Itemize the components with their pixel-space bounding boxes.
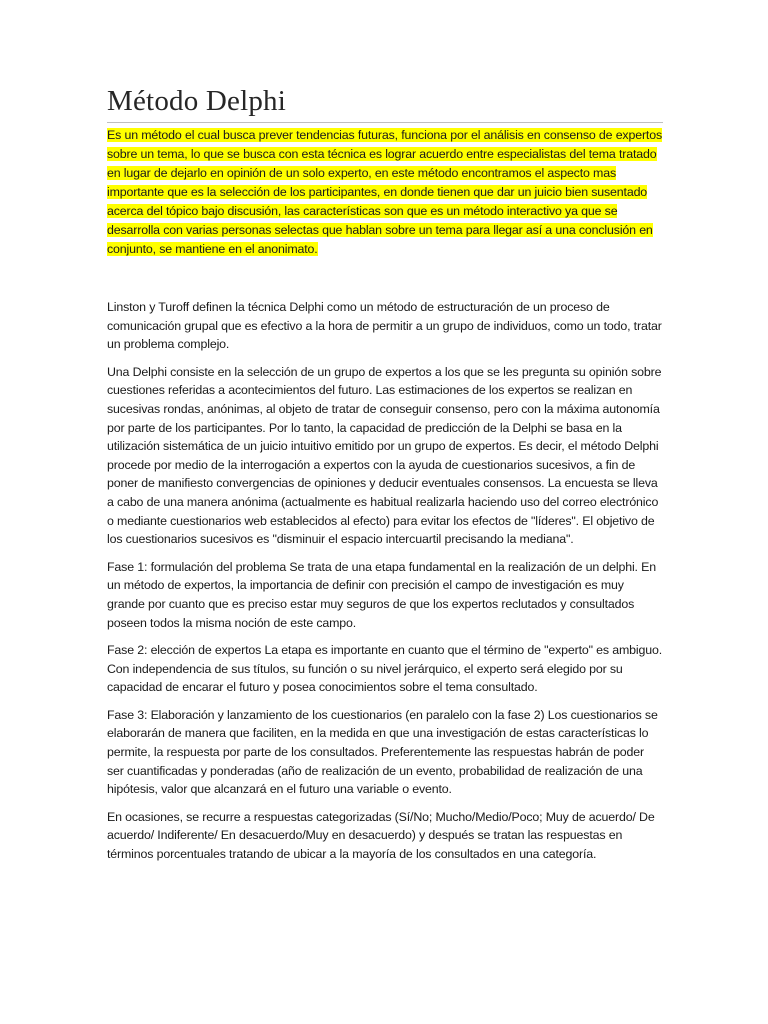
paragraph-fase-1: Fase 1: formulación del problema Se trata de una etapa fundamental en la realización de un delphi. En un método de expertos, la importancia de definir con precisión el campo de investigación es muy grande por cuanto que es preciso estar muy seguros de que los expertos reclutados y consultados poseen todos la misma noción de este campo. <box>107 559 656 630</box>
paragraph-linston-turoff: Linston y Turoff definen la técnica Delphi como un método de estructuración de un proceso de comunicación grupal que es efectivo a la hora de permitir a un grupo de individuos, como un todo, tratar un problema complejo. <box>107 300 662 352</box>
document-title: Método Delphi <box>107 86 663 123</box>
highlighted-intro-paragraph <box>107 126 663 259</box>
highlighted-intro-text: Es un método el cual busca prever tendencias futuras, funciona por el análisis en consenso de expertos sobre un tema, lo que se busca con esta técnica es lograr acuerdo entre especialistas del tema tratado en lugar de dejarlo en opinión de un solo experto, en este método encontramos el aspecto mas importante que es la selección de los participantes, en donde tienen que dar un juicio bien susentado acerca del tópico bajo discusión, las características son que es un método interactivo ya que se desarrolla con varias personas selectas que hablan sobre un tema para llegar así a una conclusión en conjunto, se mantiene en el anonimato. <box>107 128 663 256</box>
paragraph-fase-2: Fase 2: elección de expertos La etapa es importante en cuanto que el término de "experto" es ambiguo. Con independencia de sus títulos, su función o su nivel jerárquico, el experto será elegido por su capacidad de encarar el futuro y posea conocimientos sobre el tema consultado. <box>107 643 663 695</box>
paragraph-fase-3: Fase 3: Elaboración y lanzamiento de los cuestionarios (en paralelo con la fase 2) Los cuestionarios se elaborarán de manera que faciliten, en la medida en que una investigación de estas características lo permite, la respuesta por parte de los consultados. Preferentemente las respuestas habrán de poder ser cuantificadas y ponderadas (año de realización de un evento, probabilidad de realización de una hipótesis, valor que alcanzará en el futuro una variable o evento. <box>107 707 658 797</box>
paragraph-categorized-answers: En ocasiones, se recurre a respuestas categorizadas (Sí/No; Mucho/Medio/Poco; Muy de acuerdo/ De acuerdo/ Indiferente/ En desacuerdo/Muy en desacuerdo) y después se tratan las respuestas en términos porcentuales tratando de ubicar a la mayoría de los consultados en una categoría. <box>107 809 655 862</box>
paragraph-delphi-definition: Una Delphi consiste en la selección de un grupo de expertos a los que se les pregunta su opinión sobre cuestiones referidas a acontecimientos del futuro. Las estimaciones de los expertos se realizan en sucesivas rondas, anónimas, al objeto de tratar de conseguir consenso, pero con la máxima autonomía por parte de los participantes. Por lo tanto, la capacidad de predicción de la Delphi se basa en la utilización sistemática de un juicio intuitivo emitido por un grupo de expertos. Es decir, el método Delphi procede por medio de la interrogación a expertos con la ayuda de cuestionarios sucesivos, a fin de poner de manifiesto convergencias de opiniones y deducir eventuales consensos. La encuesta se lleva a cabo de una manera anónima (actualmente es habitual realizarla haciendo uso del correo electrónico o mediante cuestionarios web establecidos al efecto) para evitar los efectos de "líderes". El objetivo de los cuestionarios sucesivos es "disminuir el espacio intercuartil precisando la mediana". <box>107 364 662 547</box>
document-page <box>107 86 663 864</box>
